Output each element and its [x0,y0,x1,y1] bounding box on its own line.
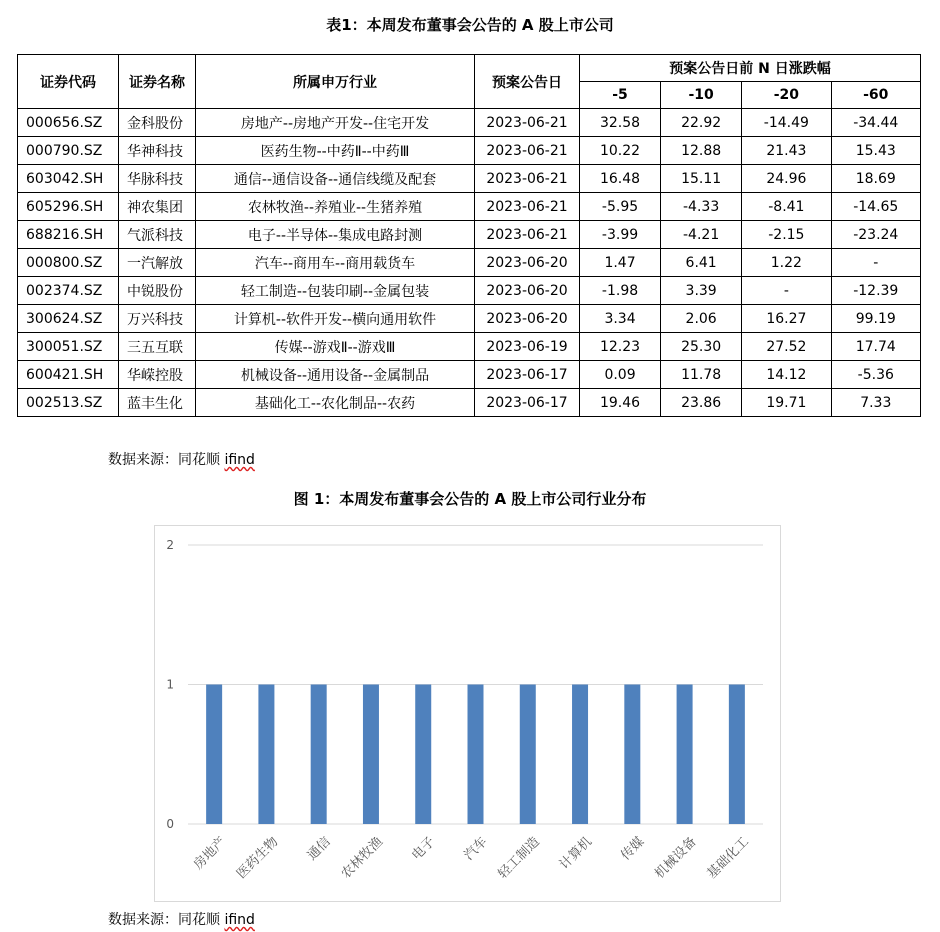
bar [206,685,222,825]
cell-date: 2023-06-19 [475,333,580,361]
x-tick-label: 医药生物 [234,834,282,882]
cell-n60: 99.19 [831,305,920,333]
cell-n10: 23.86 [661,389,742,417]
cell-n20: -14.49 [742,109,831,137]
cell-name: 气派科技 [119,221,196,249]
header-n5: -5 [580,82,661,109]
cell-n60: -12.39 [831,277,920,305]
cell-n10: 22.92 [661,109,742,137]
cell-date: 2023-06-20 [475,277,580,305]
cell-code: 605296.SH [18,193,119,221]
x-tick-label: 基础化工 [704,834,752,882]
header-change-group: 预案公告日前 N 日涨跌幅 [580,55,921,82]
cell-n5: 16.48 [580,165,661,193]
cell-name: 金科股份 [119,109,196,137]
source-brand: ifind [224,912,255,928]
bar [468,685,484,825]
cell-n10: 2.06 [661,305,742,333]
cell-industry: 计算机--软件开发--横向通用软件 [196,305,475,333]
cell-date: 2023-06-17 [475,389,580,417]
cell-n20: 21.43 [742,137,831,165]
chart-data-source [108,909,255,929]
bar [729,685,745,825]
header-date: 预案公告日 [475,55,580,109]
x-tick-label: 传媒 [618,834,648,864]
cell-n10: 3.39 [661,277,742,305]
header-n60: -60 [831,82,920,109]
cell-name: 一汽解放 [119,249,196,277]
cell-n10: 15.11 [661,165,742,193]
cell-name: 华神科技 [119,137,196,165]
cell-n5: -5.95 [580,193,661,221]
cell-industry: 基础化工--农化制品--农药 [196,389,475,417]
cell-code: 000656.SZ [18,109,119,137]
x-tick-label: 汽车 [461,834,491,864]
bar [677,685,693,825]
cell-industry: 医药生物--中药Ⅱ--中药Ⅲ [196,137,475,165]
cell-n20: -8.41 [742,193,831,221]
cell-date: 2023-06-21 [475,221,580,249]
bar [572,685,588,825]
cell-code: 688216.SH [18,221,119,249]
cell-n10: 12.88 [661,137,742,165]
cell-n60: -5.36 [831,361,920,389]
cell-n60: -14.65 [831,193,920,221]
cell-n20: 14.12 [742,361,831,389]
cell-n5: 3.34 [580,305,661,333]
cell-date: 2023-06-21 [475,137,580,165]
bar [311,685,327,825]
cell-industry: 轻工制造--包装印刷--金属包装 [196,277,475,305]
cell-name: 万兴科技 [119,305,196,333]
cell-name: 中锐股份 [119,277,196,305]
x-tick-label: 房地产 [190,834,230,873]
cell-name: 华嵘控股 [119,361,196,389]
x-tick-label: 电子 [409,834,439,864]
cell-n20: - [742,277,831,305]
cell-n20: 24.96 [742,165,831,193]
cell-date: 2023-06-21 [475,193,580,221]
table-title: 表1：本周发布董事会公告的 A 股上市公司 [326,16,614,34]
cell-date: 2023-06-17 [475,361,580,389]
cell-n60: -23.24 [831,221,920,249]
cell-name: 三五互联 [119,333,196,361]
cell-code: 300051.SZ [18,333,119,361]
header-n10: -10 [661,82,742,109]
cell-n5: -3.99 [580,221,661,249]
cell-n5: 19.46 [580,389,661,417]
bar [258,685,274,825]
cell-n5: 10.22 [580,137,661,165]
cell-n20: 16.27 [742,305,831,333]
x-tick-label: 农林牧渔 [338,834,387,882]
y-tick-label: 0 [166,817,174,831]
cell-n60: -34.44 [831,109,920,137]
cell-industry: 汽车--商用车--商用载货车 [196,249,475,277]
cell-n20: 19.71 [742,389,831,417]
source-brand: ifind [224,452,255,468]
cell-date: 2023-06-21 [475,109,580,137]
cell-n20: 1.22 [742,249,831,277]
cell-industry: 传媒--游戏Ⅱ--游戏Ⅲ [196,333,475,361]
cell-code: 603042.SH [18,165,119,193]
cell-n60: 18.69 [831,165,920,193]
bar [415,685,431,825]
header-n20: -20 [742,82,831,109]
source-prefix: 数据来源：同花顺 [108,452,225,468]
cell-n5: -1.98 [580,277,661,305]
cell-n10: -4.33 [661,193,742,221]
cell-industry: 房地产--房地产开发--住宅开发 [196,109,475,137]
y-tick-label: 1 [166,677,174,692]
cell-n20: -2.15 [742,221,831,249]
cell-date: 2023-06-21 [475,165,580,193]
cell-n60: - [831,249,920,277]
cell-n20: 27.52 [742,333,831,361]
cell-n5: 12.23 [580,333,661,361]
bar [363,685,379,825]
cell-code: 000800.SZ [18,249,119,277]
header-name: 证券名称 [119,55,196,109]
cell-date: 2023-06-20 [475,305,580,333]
cell-code: 000790.SZ [18,137,119,165]
cell-code: 300624.SZ [18,305,119,333]
cell-n60: 17.74 [831,333,920,361]
cell-name: 蓝丰生化 [119,389,196,417]
cell-code: 002513.SZ [18,389,119,417]
x-tick-label: 机械设备 [652,834,700,882]
cell-n5: 0.09 [580,361,661,389]
cell-code: 600421.SH [18,361,119,389]
cell-industry: 农林牧渔--养殖业--生猪养殖 [196,193,475,221]
cell-industry: 电子--半导体--集成电路封测 [196,221,475,249]
cell-n10: 6.41 [661,249,742,277]
source-prefix: 数据来源：同花顺 [108,912,225,928]
figure-title: 图 1：本周发布董事会公告的 A 股上市公司行业分布 [293,490,647,508]
x-tick-label: 轻工制造 [495,834,543,882]
cell-n10: -4.21 [661,221,742,249]
cell-n60: 15.43 [831,137,920,165]
cell-code: 002374.SZ [18,277,119,305]
cell-name: 华脉科技 [119,165,196,193]
y-tick-label: 2 [166,538,174,552]
cell-n10: 11.78 [661,361,742,389]
x-tick-label: 通信 [304,834,334,864]
cell-n10: 25.30 [661,333,742,361]
x-tick-label: 计算机 [556,834,596,873]
cell-industry: 机械设备--通用设备--金属制品 [196,361,475,389]
cell-n60: 7.33 [831,389,920,417]
header-code: 证券代码 [18,55,119,109]
cell-name: 神农集团 [119,193,196,221]
cell-n5: 1.47 [580,249,661,277]
header-industry: 所属申万行业 [196,55,475,109]
cell-n5: 32.58 [580,109,661,137]
bar [520,685,536,825]
cell-industry: 通信--通信设备--通信线缆及配套 [196,165,475,193]
cell-date: 2023-06-20 [475,249,580,277]
bar [624,685,640,825]
